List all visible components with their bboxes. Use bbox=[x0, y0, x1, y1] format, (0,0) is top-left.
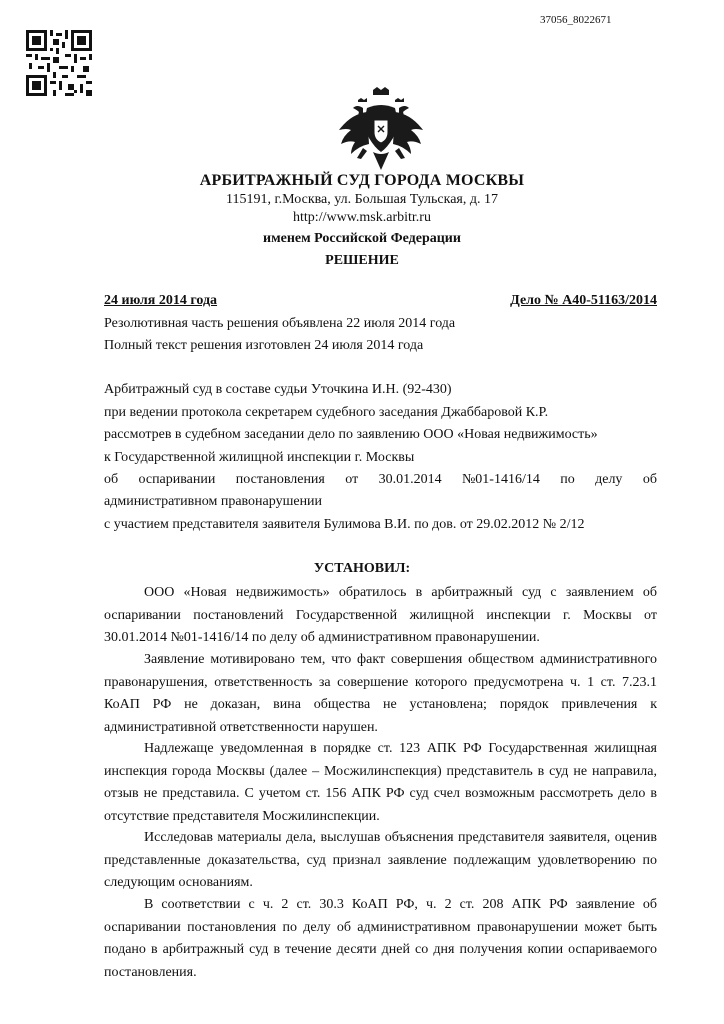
paragraph-text: Исследовав материалы дела, выслушав объяснения представителя заявителя, оценив представленные доказательства, суд признал заявление подлежащим удовлетворению по следующим основаниям. bbox=[104, 830, 657, 891]
intro-word: оспаривании bbox=[138, 472, 216, 487]
paragraph-text: Надлежаще уведомленная в порядке ст. 123 АПК РФ Государственная жилищная инспекция города Москвы (далее – Мосжилинспекция) представитель в суд не направила, отзыв не представила. С учетом ст. 156 АПК РФ суд счел возможным рассмотреть дело в отсутствие представителя Мосжилинспекции. bbox=[104, 741, 657, 824]
full-text-prepared: Полный текст решения изготовлен 24 июля 2014 года bbox=[104, 338, 424, 353]
court-website: http://www.msk.arbitr.ru bbox=[293, 210, 431, 225]
paragraph bbox=[104, 894, 657, 984]
intro-respondent: к Государственной жилищной инспекции г. Москвы bbox=[104, 450, 415, 465]
intro-secretary: при ведении протокола секретарем судебного заседания Джаббаровой К.Р. bbox=[104, 405, 549, 420]
intro-word: об bbox=[104, 472, 119, 487]
intro-word: 30.01.2014 bbox=[378, 472, 442, 487]
paragraph bbox=[104, 649, 657, 739]
decision-date: 24 июля 2014 года bbox=[104, 293, 218, 308]
intro-word: делу bbox=[595, 472, 623, 487]
court-address: 115191, г.Москва, ул. Большая Тульская, д. 17 bbox=[226, 192, 498, 207]
intro-subject-row bbox=[104, 472, 657, 488]
intro-representative: с участием представителя заявителя Булимова В.И. по дов. от 29.02.2012 № 2/12 bbox=[104, 517, 585, 532]
document-id: 37056_8022671 bbox=[540, 14, 612, 26]
intro-word: №01-1416/14 bbox=[461, 472, 540, 487]
intro-word: по bbox=[560, 472, 575, 487]
intro-word: от bbox=[345, 472, 359, 487]
court-name: АРБИТРАЖНЫЙ СУД ГОРОДА МОСКВЫ bbox=[199, 172, 525, 189]
resolution-announced: Резолютивная часть решения объявлена 22 июля 2014 года bbox=[104, 316, 456, 331]
intro-word: постановления bbox=[235, 472, 325, 487]
paragraph-text: В соответствии с ч. 2 ст. 30.3 КоАП РФ, ч. 2 ст. 208 АПК РФ заявление об оспаривании постановления по делу об административном правонарушении может быть подано в арбитражный суд в течение десяти дней со дня получения копии оспариваемого постановления. bbox=[104, 897, 657, 980]
intro-word: об bbox=[642, 472, 657, 487]
paragraph-text: Заявление мотивировано тем, что факт совершения обществом административного правонарушения, ответственность за совершение которого предусмотрена ч. 1 ст. 7.23.1 КоАП РФ не доказан, вина общества не установлена; порядок привлечения к административной ответственности нарушен. bbox=[104, 652, 657, 735]
coat-of-arms-icon bbox=[333, 86, 429, 174]
intro-case: рассмотрев в судебном заседании дело по заявлению ООО «Новая недвижимость» bbox=[104, 427, 598, 442]
date-case-row bbox=[104, 293, 657, 309]
intro-judge: Арбитражный суд в составе судьи Уточкина И.Н. (92-430) bbox=[104, 382, 452, 397]
qr-code bbox=[26, 30, 92, 96]
document-type: РЕШЕНИЕ bbox=[325, 253, 399, 268]
paragraph bbox=[104, 582, 657, 650]
paragraph bbox=[104, 738, 657, 828]
intro-subject-cont: административном правонарушении bbox=[104, 494, 323, 509]
case-number: Дело № А40-51163/2014 bbox=[510, 293, 657, 308]
in-name-of: именем Российской Федерации bbox=[263, 231, 461, 246]
paragraph bbox=[104, 827, 657, 895]
paragraph-text: ООО «Новая недвижимость» обратилось в арбитражный суд с заявлением об оспаривании постановлений Государственной жилищной инспекции г. Москвы от 30.01.2014 №01-1416/14 по делу об административном правонарушении. bbox=[104, 585, 657, 646]
section-established: УСТАНОВИЛ: bbox=[313, 561, 411, 576]
